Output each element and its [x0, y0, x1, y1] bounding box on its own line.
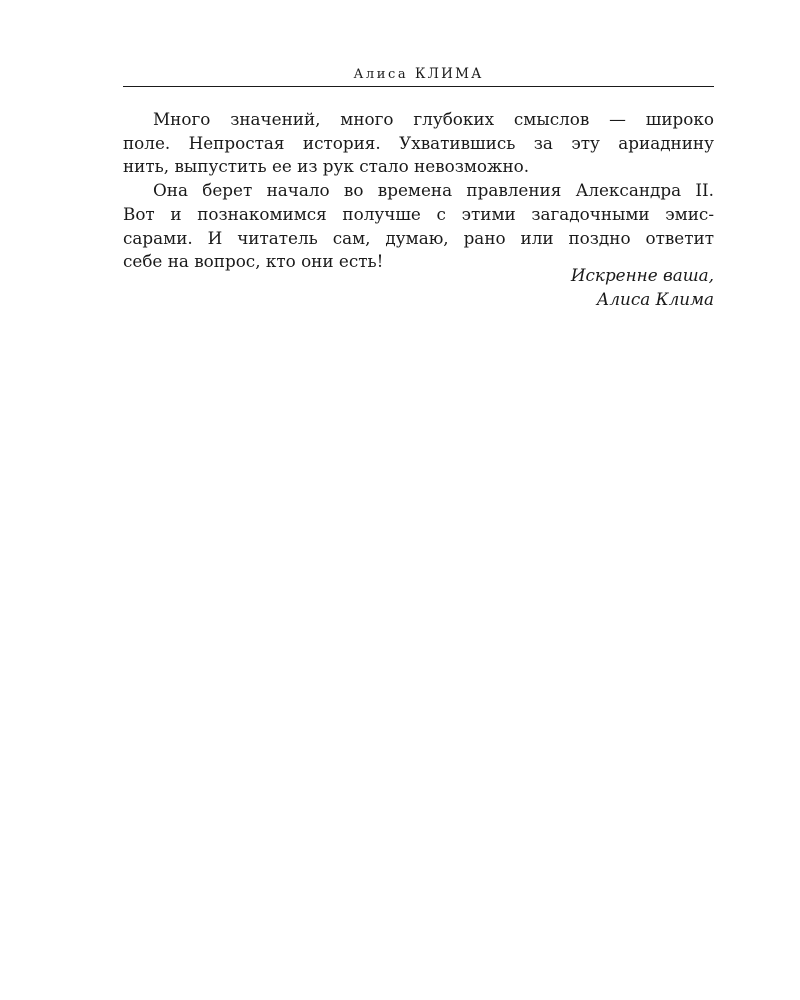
running-head-text: [123, 64, 714, 85]
text-line: себе на вопрос, кто они есть!: [123, 251, 384, 272]
signature: [571, 264, 714, 311]
signature-closing: Искренне ваша,: [570, 265, 714, 285]
text-line: Вот и познакомимся получше с этими загадочными эмис-: [123, 203, 714, 224]
running-head: [123, 64, 714, 87]
text-line: поле. Непростая история. Ухватившись за эту ариаднину: [123, 132, 714, 153]
text-line: сарами. И читатель сам, думаю, рано или поздно ответит: [123, 227, 714, 248]
text-line: нить, выпустить ее из рук стало невозможно.: [123, 156, 530, 177]
body-text: [123, 108, 714, 274]
text-line: Она берет начало во времена правления Александра II.: [153, 180, 714, 201]
paragraph-2: [123, 179, 714, 274]
paragraph-1: [123, 108, 714, 179]
text-line: Много значений, много глубоких смыслов — широко: [153, 109, 714, 129]
running-head-author-first: Алиса: [353, 67, 409, 82]
signature-name: Алиса Клима: [596, 288, 714, 309]
running-head-author-last: КЛИМА: [415, 66, 484, 82]
